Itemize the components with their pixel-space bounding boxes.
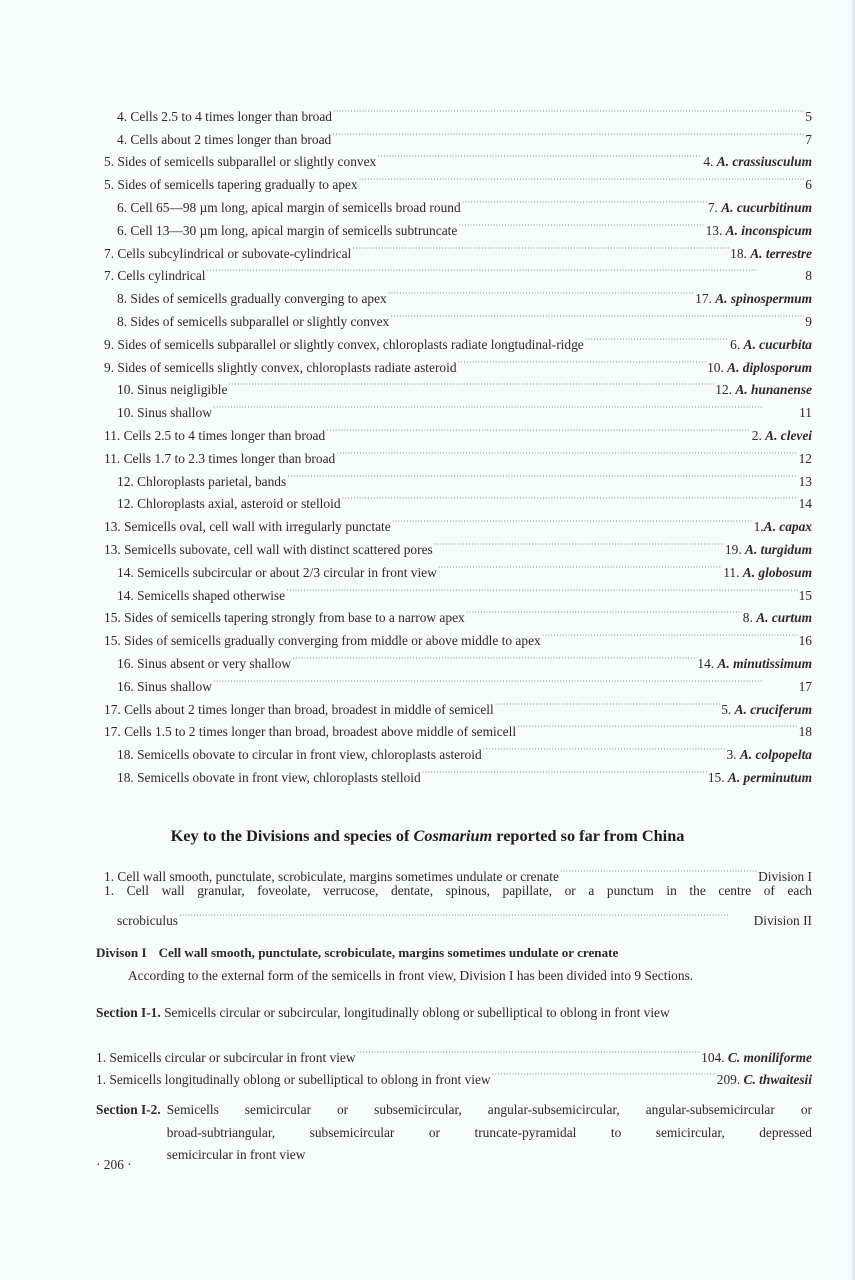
- leader-dots: [390, 303, 804, 326]
- result-species: A. globosum: [742, 564, 812, 580]
- result-number: 16: [798, 633, 812, 649]
- leader-dots: [388, 280, 694, 303]
- result-species: A. turgidum: [745, 541, 812, 557]
- key-row-result: [701, 1047, 812, 1069]
- leader-dots: [585, 326, 729, 349]
- leader-dots: [438, 554, 722, 577]
- key-row-text: scrobiculus: [117, 912, 178, 928]
- result-number: 15.: [707, 769, 728, 785]
- heading-text-before: Key to the Divisions and species of: [170, 826, 414, 845]
- key-row: [104, 280, 812, 307]
- result-species: C. moniliforme: [727, 1049, 812, 1065]
- section-title-line: semicircular in front view: [166, 1147, 306, 1162]
- leader-dots: [332, 121, 804, 144]
- result-number: 7: [805, 131, 812, 147]
- key-row-text: 18. Semicells obovate in front view, chloroplasts stelloid: [117, 769, 421, 785]
- result-number: 14.: [697, 655, 718, 671]
- result-number: 18.: [730, 245, 751, 261]
- division-i-title: [96, 945, 816, 961]
- key-row-text: 6. Cell 13—30 µm long, apical margin of semicells subtruncate: [117, 222, 458, 238]
- key-row-result: [708, 767, 812, 790]
- section-title-line: broad-subtriangular, subsemicircular or truncate-pyramidal to semicircular, depressed: [166, 1124, 812, 1140]
- key-row-text: 15. Sides of semicells gradually converging from middle or above middle to apex: [104, 633, 541, 649]
- result-species: A. capax: [763, 519, 812, 535]
- key-row-result: Division II: [753, 912, 812, 928]
- section-label: Section I-1.: [96, 1005, 161, 1020]
- result-number: 19.: [724, 541, 746, 557]
- leader-dots: [352, 235, 729, 258]
- key-row-result: [805, 129, 812, 152]
- key-row-text: 17. Cells about 2 times longer than broad, broadest in middle of semicell: [104, 701, 494, 717]
- key-row-text: 14. Semicells shaped otherwise: [117, 587, 286, 603]
- key-row-result: [730, 334, 812, 357]
- key-row-text: 1. Cell wall smooth, punctulate, scrobiculate, margins sometimes undulate or crenate: [104, 868, 559, 884]
- key-row-text: 7. Cells cylindrical: [104, 268, 206, 284]
- leader-dots: [377, 144, 702, 167]
- result-number: 10.: [707, 359, 728, 375]
- leader-dots: [336, 440, 797, 463]
- key-row-text: 11. Cells 1.7 to 2.3 times longer than broad: [104, 450, 336, 466]
- key-row-text: 12. Chloroplasts axial, asteroid or stelloid: [117, 496, 341, 512]
- result-number: 11.: [723, 564, 743, 580]
- key-row-text: 11. Cells 2.5 to 4 times longer than broad: [104, 427, 326, 443]
- result-number: 7.: [707, 199, 722, 215]
- key-row-result: [799, 493, 812, 516]
- result-number: 17: [798, 678, 812, 694]
- key-row-text: 8. Sides of semicells subparallel or slightly convex: [117, 313, 390, 329]
- key-row-text: 7. Cells subcylindrical or subovate-cylindrical: [104, 245, 352, 261]
- key-row-result: [754, 516, 812, 539]
- key-row-text: 14. Semicells subcircular or about 2/3 circular in front view: [117, 564, 437, 580]
- leader-dots: [213, 668, 798, 691]
- section-title-text: [167, 1099, 812, 1167]
- result-number: 5: [805, 108, 812, 124]
- leader-dots: [333, 98, 804, 121]
- key-row-result: [805, 311, 812, 334]
- key-row-text: 13. Semicells subovate, cell wall with distinct scattered pores: [104, 541, 433, 557]
- result-number: 2.: [751, 427, 766, 443]
- result-number: 6: [805, 177, 812, 193]
- key-row: [96, 1039, 812, 1065]
- key-row-result: Division I: [758, 868, 812, 884]
- key-row-text: 16. Sinus shallow: [117, 678, 212, 694]
- key-row-result: [799, 448, 812, 471]
- leader-dots: [207, 258, 805, 281]
- result-species: A. hunanense: [735, 382, 812, 398]
- section-label: Section I-2.: [96, 1102, 161, 1117]
- key-row-result: [726, 744, 812, 767]
- key-row-text: 4. Cells about 2 times longer than broad: [117, 131, 332, 147]
- key-row-result: [805, 265, 812, 288]
- key-row-text: 18. Semicells obovate to circular in front view, chloroplasts asteroid: [117, 747, 482, 763]
- result-number: 3.: [726, 747, 740, 763]
- result-number: 18: [798, 724, 812, 740]
- key-row-result: [717, 1069, 812, 1091]
- key-row-text: 1. Semicells circular or subcircular in front view: [96, 1049, 356, 1065]
- key-row: [104, 258, 812, 284]
- result-number: 8.: [742, 610, 757, 626]
- key-row-text: 9. Sides of semicells subparallel or slightly convex, chloroplasts radiate longtudinal-ridge: [104, 336, 584, 352]
- result-species: A. diplosporum: [727, 359, 812, 375]
- result-number: 12: [798, 450, 812, 466]
- result-number: 14: [798, 496, 812, 512]
- result-number: 17.: [695, 291, 716, 307]
- result-species: C. thwaitesii: [743, 1071, 812, 1087]
- key-row-text: 6. Cell 65—98 µm long, apical margin of semicells broad round: [117, 199, 461, 215]
- key-row-text: 4. Cells 2.5 to 4 times longer than broad: [117, 108, 332, 124]
- key-row-text: 15. Sides of semicells tapering strongly from base to a narrow apex: [104, 610, 465, 626]
- leader-dots: [560, 858, 757, 881]
- key-row-result: [725, 539, 812, 562]
- result-species: A. inconspicum: [725, 222, 812, 238]
- leader-dots: [458, 212, 704, 235]
- leader-dots: [357, 1039, 701, 1062]
- result-species: A. spinospermum: [715, 291, 812, 307]
- key-row-result: [799, 721, 812, 744]
- key-row-text: 8. Sides of semicells gradually converging to apex: [117, 291, 387, 307]
- key-row-text: 12. Chloroplasts parietal, bands: [117, 473, 287, 489]
- key-row-text: 10. Sinus shallow: [117, 405, 212, 421]
- page-edge-shadow: [851, 0, 855, 1280]
- result-number: 209.: [716, 1071, 744, 1087]
- result-species: A. perminutum: [727, 769, 812, 785]
- key-row: [104, 98, 812, 124]
- key-row-text: 1. Cell wall granular, foveolate, verrucose, dentate, spinous, papillate, or a punctum in the centre of each: [104, 883, 812, 898]
- result-number: 4.: [703, 154, 717, 170]
- result-species: A. crassiusculum: [716, 154, 812, 170]
- key-row-text: 9. Sides of semicells slightly convex, chloroplasts radiate asteroid: [104, 359, 457, 375]
- key-row: [104, 858, 812, 884]
- leader-dots: [458, 349, 707, 372]
- key-row-result: [708, 197, 812, 220]
- leader-dots: [286, 577, 798, 600]
- section-i-1-title: [96, 1005, 670, 1021]
- key-row-result: [799, 676, 812, 699]
- division-i-description: According to the external form of the semicells in front view, Division I has been divided into 9 Sections.: [128, 968, 694, 983]
- result-species: A. colpopelta: [739, 747, 812, 763]
- result-species: A. cucurbita: [743, 336, 812, 352]
- key-row-text: 17. Cells 1.5 to 2 times longer than broad, broadest above middle of semicell: [104, 724, 517, 740]
- leader-dots: [542, 622, 798, 645]
- section-i-1-key: [96, 1039, 812, 1087]
- result-number: 15: [798, 587, 812, 603]
- leader-dots: [462, 189, 707, 212]
- result-number: 1.: [753, 519, 764, 535]
- result-species: A. curtum: [756, 610, 812, 626]
- leader-dots: [466, 600, 742, 623]
- key-row-text: 16. Sinus absent or very shallow: [117, 655, 292, 671]
- leader-dots: [287, 463, 797, 486]
- result-number: 9: [805, 313, 812, 329]
- section-title-text: Semicells circular or subcircular, longitudinally oblong or subelliptical to oblong in front view: [164, 1005, 670, 1020]
- leader-dots: [179, 902, 753, 925]
- result-number: 11: [799, 405, 812, 421]
- key-row-result: [707, 357, 812, 380]
- leader-dots: [292, 645, 696, 668]
- result-number: 12.: [715, 382, 736, 398]
- leader-dots: [326, 417, 751, 440]
- division-title-text: Cell wall smooth, punctulate, scrobiculate, margins sometimes undulate or crenate: [158, 945, 619, 960]
- division-key: [104, 858, 812, 928]
- leader-dots: [492, 1061, 716, 1084]
- key-row-text: 10. Sinus neigligible: [117, 382, 228, 398]
- page-number: · 206 ·: [96, 1157, 132, 1172]
- key-row-result: [805, 174, 812, 197]
- leader-dots: [228, 372, 714, 395]
- key-row-text: 1. Semicells longitudinally oblong or subelliptical to oblong in front view: [96, 1071, 491, 1087]
- result-species: A. cruciferum: [734, 701, 812, 717]
- result-number: 8: [805, 268, 812, 284]
- key-row-text: 5. Sides of semicells subparallel or slightly convex: [104, 154, 377, 170]
- result-species: A. clevei: [765, 427, 812, 443]
- key-row-text: 13. Semicells oval, cell wall with irregularly punctate: [104, 519, 391, 535]
- division-label: Divison I: [96, 945, 147, 960]
- leader-dots: [483, 736, 726, 759]
- section-i-2-title: [96, 1099, 812, 1167]
- leader-dots: [422, 759, 707, 782]
- heading-text-after: reported so far from China: [492, 826, 685, 845]
- actinotaenium-key-continued: [104, 98, 812, 785]
- result-number: 13: [798, 473, 812, 489]
- leader-dots: [342, 486, 798, 509]
- section-heading: [0, 826, 855, 846]
- leader-dots: [434, 531, 724, 554]
- leader-dots: [495, 691, 721, 714]
- key-row-result: [799, 402, 812, 425]
- leader-dots: [517, 714, 798, 737]
- result-species: A. cucurbitinum: [721, 199, 812, 215]
- leader-dots: [213, 394, 798, 417]
- result-species: A. terrestre: [750, 245, 812, 261]
- result-number: 104.: [701, 1049, 728, 1065]
- key-row-text: 5. Sides of semicells tapering gradually to apex: [104, 177, 358, 193]
- heading-genus: Cosmarium: [413, 826, 493, 845]
- result-number: 13.: [705, 222, 726, 238]
- key-row: [104, 902, 812, 928]
- result-species: A. minutissimum: [717, 655, 812, 671]
- key-row-result: [799, 585, 812, 608]
- result-number: 6.: [730, 336, 744, 352]
- leader-dots: [392, 508, 753, 531]
- key-row-result: [805, 106, 812, 129]
- section-title-line: Semicells semicircular or subsemicircular, angular-subsemicircular, angular-subsemicircular or: [166, 1102, 812, 1117]
- key-row-result: [799, 471, 812, 494]
- result-number: 5.: [721, 701, 735, 717]
- key-row-result: [799, 630, 812, 653]
- leader-dots: [359, 166, 805, 189]
